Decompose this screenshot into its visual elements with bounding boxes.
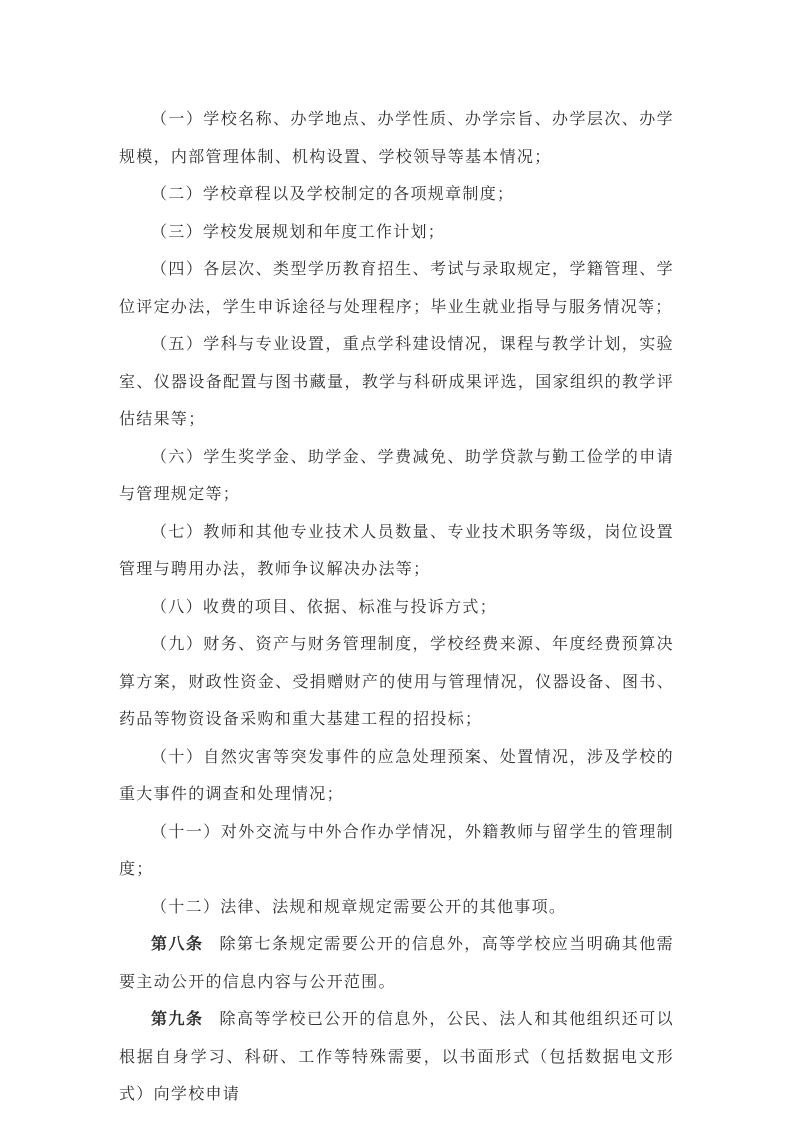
article-8 [119, 926, 674, 1001]
paragraph-text: （四）各层次、类型学历教育招生、考试与录取规定，学籍管理、学位评定办法，学生申诉途径与处理程序；毕业生就业指导与服务情况等； [119, 261, 674, 316]
paragraph-text: （八）收费的项目、依据、标准与投诉方式； [151, 598, 498, 616]
list-item-10 [119, 739, 674, 814]
list-item-5 [119, 326, 674, 439]
paragraph-text: （九）财务、资产与财务管理制度，学校经费来源、年度经费预算决算方案，财政性资金、受捐赠财产的使用与管理情况，仪器设备、图书、药品等物资设备采购和重大基建工程的招投标； [119, 636, 674, 728]
list-item-7 [119, 514, 674, 589]
article-number: 第八条 [151, 936, 204, 953]
paragraph-text: （六）学生奖学金、助学金、学费减免、助学贷款与勤工俭学的申请与管理规定等； [119, 448, 674, 503]
list-item-2 [119, 176, 674, 214]
list-item-6 [119, 439, 674, 514]
list-item-12 [119, 889, 674, 927]
paragraph-text: （一）学校名称、办学地点、办学性质、办学宗旨、办学层次、办学规模，内部管理体制、机构设置、学校领导等基本情况； [119, 111, 674, 166]
article-number: 第九条 [151, 1011, 204, 1028]
list-item-3 [119, 214, 674, 252]
document-body [119, 101, 674, 1114]
list-item-9 [119, 626, 674, 739]
list-item-8 [119, 589, 674, 627]
paragraph-text: （十一）对外交流与中外合作办学情况，外籍教师与留学生的管理制度； [119, 823, 674, 878]
article-9 [119, 1001, 674, 1114]
paragraph-text: （十二）法律、法规和规章规定需要公开的其他事项。 [151, 898, 567, 916]
paragraph-text: （七）教师和其他专业技术人员数量、专业技术职务等级，岗位设置管理与聘用办法，教师争议解决办法等； [119, 523, 674, 578]
paragraph-text: 除第七条规定需要公开的信息外，高等学校应当明确其他需要主动公开的信息内容与公开范围。 [119, 936, 674, 991]
paragraph-text: （五）学科与专业设置，重点学科建设情况，课程与教学计划，实验室、仪器设备配置与图书藏量，教学与科研成果评选，国家组织的教学评估结果等； [119, 336, 674, 428]
paragraph-text: （二）学校章程以及学校制定的各项规章制度； [151, 186, 515, 203]
list-item-11 [119, 814, 674, 889]
paragraph-text: 除高等学校已公开的信息外，公民、法人和其他组织还可以根据自身学习、科研、工作等特殊需要，以书面形式（包括数据电文形式）向学校申请 [119, 1011, 674, 1103]
paragraph-text: （十）自然灾害等突发事件的应急处理预案、处置情况，涉及学校的重大事件的调查和处理情况； [119, 748, 674, 803]
list-item-4 [119, 251, 674, 326]
paragraph-text: （三）学校发展规划和年度工作计划； [151, 223, 446, 241]
list-item-1 [119, 101, 674, 176]
